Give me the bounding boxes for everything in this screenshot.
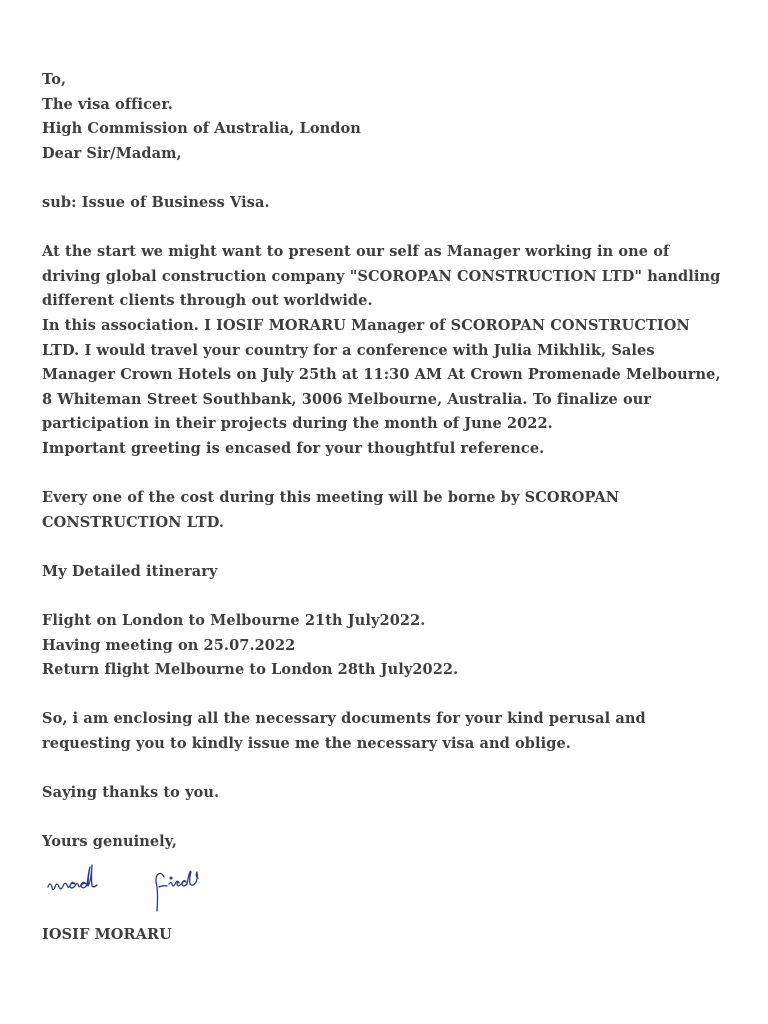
body-paragraph-3: Important greeting is encased for your thoughtful reference. — [42, 439, 545, 457]
salutation-to: To, — [42, 71, 67, 88]
itinerary-item: Having meeting on 25.07.2022 — [42, 636, 296, 654]
greeting: Dear Sir/Madam, — [42, 144, 182, 162]
letter — [42, 68, 722, 948]
subject-line: sub: Issue of Business Visa. — [42, 193, 270, 211]
valediction: Yours genuinely, — [42, 833, 178, 851]
body-paragraph-2: In this association. I IOSIF MORARU Manager of SCOROPAN CONSTRUCTION LTD. I would travel your country for a conference with Julia Mikhlik, Sales Manager Crown Hotels on July 25th at 11:30 AM At Crown Promenade Melbourne, 8 Whiteman Street Southbank, 3006 Melbourne, Australia. To finalize our participation in their projects during the month of June 2022. — [42, 316, 721, 433]
body-paragraph-1: At the start we might want to present our self as Manager working in one of driving global construction company "SCOROPAN CONSTRUCTION LTD" handling different clients through out worldwide. — [42, 243, 721, 310]
signature-drawing — [42, 857, 242, 923]
itinerary-heading: My Detailed itinerary — [42, 562, 218, 580]
recipient-line-2: High Commission of Australia, London — [42, 120, 361, 138]
thanks-line: Saying thanks to you. — [42, 784, 220, 802]
closing-paragraph: So, i am enclosing all the necessary documents for your kind perusal and requesting you to kindly issue me the necessary visa and oblige. — [42, 710, 646, 753]
itinerary-item: Flight on London to Melbourne 21th July2022. — [42, 612, 426, 630]
signatory-name: IOSIF MORARU — [42, 926, 172, 943]
handwritten-signature — [42, 857, 722, 923]
cost-paragraph: Every one of the cost during this meeting will be borne by SCOROPAN CONSTRUCTION LTD. — [42, 489, 620, 531]
itinerary-item: Return flight Melbourne to London 28th July2022. — [42, 661, 459, 679]
recipient-line-1: The visa officer. — [42, 95, 173, 113]
